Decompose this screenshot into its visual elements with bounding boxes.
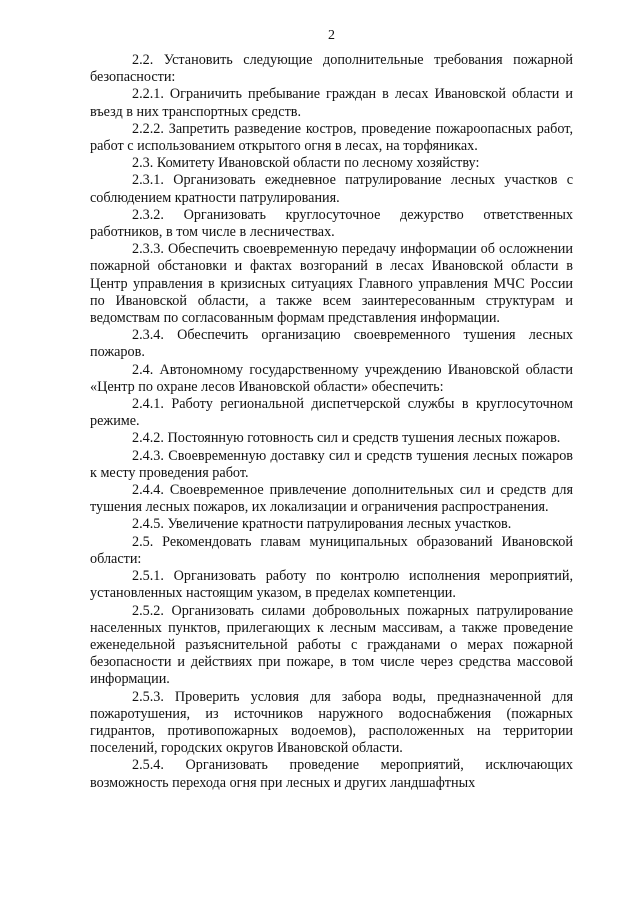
paragraph-2-3-1: 2.3.1. Организовать ежедневное патрулирование лесных участков с соблюдением кратности патрулирования. <box>90 172 573 206</box>
paragraph-2-4-1: 2.4.1. Работу региональной диспетчерской службы в круглосуточном режиме. <box>90 396 573 430</box>
paragraph-2-4-4: 2.4.4. Своевременное привлечение дополнительных сил и средств для тушения лесных пожаров, их локализации и ограничения распространения. <box>90 482 573 516</box>
paragraph-2-4-3: 2.4.3. Своевременную доставку сил и средств тушения лесных пожаров к месту проведения работ. <box>90 447 573 481</box>
paragraph-2-4-2: 2.4.2. Постоянную готовность сил и средств тушения лесных пожаров. <box>132 430 561 447</box>
paragraph-2-5: 2.5. Рекомендовать главам муниципальных образований Ивановской области: <box>90 533 573 567</box>
paragraph-2-5-2: 2.5.2. Организовать силами добровольных пожарных патрулирование населенных пунктов, прилегающих к лесным массивам, а также проведение еженедельной разъяснительной работы с гражданами о мерах пожарной безопасности и действиях при пожаре, в том числе через средства массовой информации. <box>90 602 573 688</box>
paragraph-2-3: 2.3. Комитету Ивановской области по лесному хозяйству: <box>132 155 480 172</box>
document-page <box>90 28 573 792</box>
paragraph-2-5-1: 2.5.1. Организовать работу по контролю исполнения мероприятий, установленных настоящим указом, в пределах компетенции. <box>90 568 573 602</box>
paragraph-2-5-4: 2.5.4. Организовать проведение мероприятий, исключающих возможность перехода огня при лесных и других ландшафтных <box>90 757 573 791</box>
paragraph-2-2: 2.2. Установить следующие дополнительные требования пожарной безопасности: <box>90 52 573 86</box>
paragraph-2-3-4: 2.3.4. Обеспечить организацию своевременного тушения лесных пожаров. <box>90 327 573 361</box>
paragraph-2-5-3: 2.5.3. Проверить условия для забора воды, предназначенной для пожаротушения, из источников наружного водоснабжения (пожарных гидрантов, противопожарных водоемов), расположенных на территории поселений, городских округов Ивановской области. <box>90 688 573 757</box>
paragraph-2-3-2: 2.3.2. Организовать круглосуточное дежурство ответственных работников, в том числе в лесничествах. <box>90 206 573 241</box>
paragraph-2-4-5: 2.4.5. Увеличение кратности патрулирования лесных участков. <box>132 516 512 533</box>
page-number: 2 <box>328 28 335 43</box>
paragraph-2-4: 2.4. Автономному государственному учреждению Ивановской области «Центр по охране лесов Ивановской области» обеспечить: <box>90 361 573 395</box>
paragraph-2-3-3: 2.3.3. Обеспечить своевременную передачу информации об осложнении пожарной обстановки и фактах возгораний в лесах Ивановской области в Центр управления в кризисных ситуациях Главного управления МЧС России по Ивановской области, а также всем заинтересованным структурам и ведомствам по согласованным формам представления информации. <box>90 241 573 327</box>
paragraph-2-2-2: 2.2.2. Запретить разведение костров, проведение пожароопасных работ, работ с использованием открытого огня в лесах, на торфяниках. <box>90 120 573 155</box>
paragraph-2-2-1: 2.2.1. Ограничить пребывание граждан в лесах Ивановской области и въезд в них транспортных средств. <box>90 86 573 120</box>
